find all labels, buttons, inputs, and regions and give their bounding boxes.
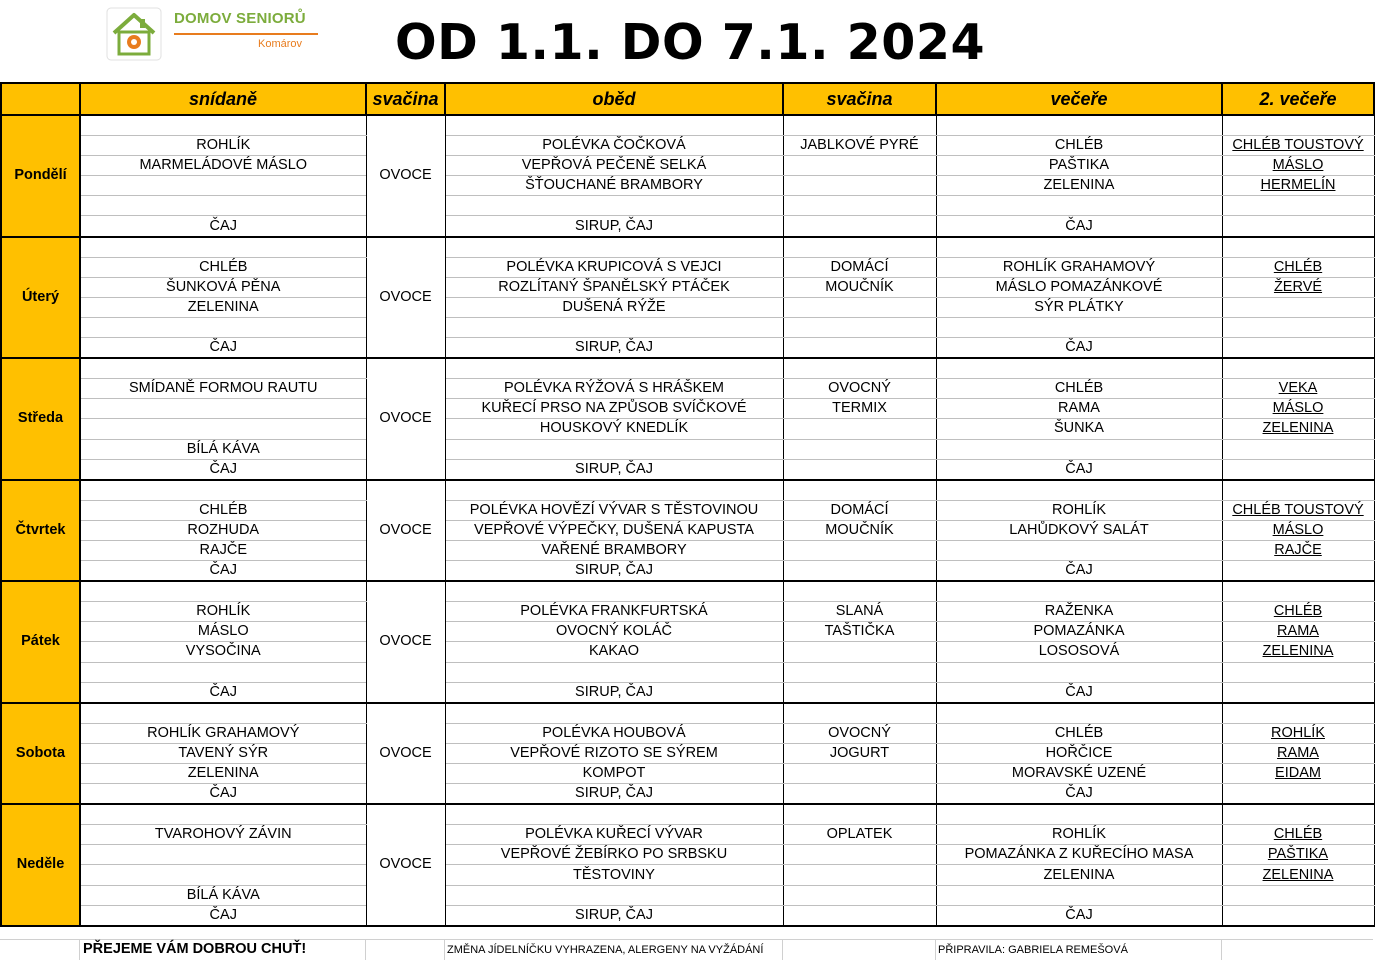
vecere-cell: ROHLÍK (936, 500, 1222, 520)
table-row (1, 804, 1374, 825)
svacina-cell: OVOCE (366, 703, 445, 804)
druha-vecere-cell: ROHLÍK (1222, 723, 1374, 743)
vecere-cell: ČAJ (936, 338, 1222, 359)
table-row (1, 115, 1374, 136)
svacina-cell (783, 804, 936, 825)
obed-cell (445, 804, 783, 825)
snidane-cell: VYSOČINA (80, 642, 366, 662)
obed-cell (445, 115, 783, 136)
snidane-cell: ROZHUDA (80, 520, 366, 540)
day-label: Čtvrtek (1, 480, 80, 581)
svacina-cell (783, 540, 936, 560)
obed-cell: VEPŘOVÉ RIZOTO SE SÝREM (445, 743, 783, 763)
snidane-cell (80, 237, 366, 258)
obed-cell: POLÉVKA RÝŽOVÁ S HRÁŠKEM (445, 379, 783, 399)
table-row (1, 216, 1374, 237)
snidane-cell: ZELENINA (80, 764, 366, 784)
vecere-cell (936, 317, 1222, 337)
obed-cell: OVOCNÝ KOLÁČ (445, 622, 783, 642)
table-row (1, 156, 1374, 176)
snidane-cell: TAVENÝ SÝR (80, 743, 366, 763)
page-title: OD 1.1. DO 7.1. 2024 (394, 14, 986, 71)
table-row (1, 196, 1374, 216)
svacina-cell (783, 662, 936, 682)
footer-divider (935, 939, 936, 960)
snidane-cell: ROHLÍK (80, 136, 366, 156)
svacina-cell: JABLKOVÉ PYRÉ (783, 136, 936, 156)
obed-cell (445, 885, 783, 905)
brand-name: DOMOV SENIORŮ (174, 10, 306, 27)
day-label: Pátek (1, 581, 80, 703)
snidane-cell: RAJČE (80, 540, 366, 560)
svacina-cell (783, 885, 936, 905)
footer-divider (365, 939, 366, 960)
vecere-cell (936, 480, 1222, 501)
table-row (1, 176, 1374, 196)
snidane-cell: MÁSLO (80, 622, 366, 642)
obed-cell (445, 439, 783, 459)
vecere-cell: MORAVSKÉ UZENÉ (936, 764, 1222, 784)
druha-vecere-cell (1222, 662, 1374, 682)
svacina-cell (783, 865, 936, 885)
obed-cell (445, 317, 783, 337)
svacina-cell (783, 703, 936, 724)
table-row (1, 642, 1374, 662)
snidane-cell: ČAJ (80, 561, 366, 582)
snidane-cell: ROHLÍK GRAHAMOVÝ (80, 723, 366, 743)
svacina-cell: OPLATEK (783, 825, 936, 845)
table-row (1, 338, 1374, 359)
obed-cell: KUŘECÍ PRSO NA ZPŮSOB SVÍČKOVÉ (445, 399, 783, 419)
footer-divider (79, 939, 80, 960)
svacina-cell (783, 764, 936, 784)
svacina-cell: DOMÁCÍ (783, 257, 936, 277)
vecere-cell: ČAJ (936, 561, 1222, 582)
snidane-cell: ZELENINA (80, 297, 366, 317)
vecere-cell: HOŘČICE (936, 743, 1222, 763)
table-row (1, 581, 1374, 602)
druha-vecere-cell (1222, 297, 1374, 317)
snidane-cell (80, 804, 366, 825)
table-row (1, 723, 1374, 743)
druha-vecere-cell (1222, 439, 1374, 459)
vecere-cell: CHLÉB (936, 723, 1222, 743)
vecere-cell: ČAJ (936, 784, 1222, 805)
svacina-cell (783, 297, 936, 317)
obed-cell: KAKAO (445, 642, 783, 662)
brand-place: Komárov (258, 38, 303, 50)
obed-cell: VAŘENÉ BRAMBORY (445, 540, 783, 560)
druha-vecere-cell: CHLÉB TOUSTOVÝ (1222, 136, 1374, 156)
svacina-cell (783, 176, 936, 196)
footer-prepared-by: PŘIPRAVILA: GABRIELA REMEŠOVÁ (938, 944, 1128, 956)
druha-vecere-cell (1222, 115, 1374, 136)
druha-vecere-cell: CHLÉB (1222, 602, 1374, 622)
footer-divider (444, 939, 445, 960)
obed-cell (445, 358, 783, 379)
svacina-cell (783, 845, 936, 865)
table-row (1, 845, 1374, 865)
svacina-cell (783, 338, 936, 359)
footer-note: ZMĚNA JÍDELNÍČKU VYHRAZENA, ALERGENY NA VYŽÁDÁNÍ (447, 944, 764, 956)
obed-cell: VEPŘOVÁ PEČENĚ SELKÁ (445, 156, 783, 176)
vecere-cell (936, 115, 1222, 136)
vecere-cell (936, 662, 1222, 682)
obed-cell: POLÉVKA ČOČKOVÁ (445, 136, 783, 156)
druha-vecere-cell: RAJČE (1222, 540, 1374, 560)
obed-cell (445, 581, 783, 602)
druha-vecere-cell: HERMELÍN (1222, 176, 1374, 196)
svacina-cell: OVOCE (366, 581, 445, 703)
druha-vecere-cell (1222, 804, 1374, 825)
druha-vecere-cell: MÁSLO (1222, 156, 1374, 176)
vecere-cell (936, 581, 1222, 602)
footer-divider (782, 939, 783, 960)
druha-vecere-cell: ŽERVÉ (1222, 277, 1374, 297)
snidane-cell (80, 480, 366, 501)
svacina-cell: TAŠTIČKA (783, 622, 936, 642)
snidane-cell: TVAROHOVÝ ZÁVIN (80, 825, 366, 845)
svacina-cell (783, 439, 936, 459)
druha-vecere-cell: RAMA (1222, 743, 1374, 763)
snidane-cell (80, 176, 366, 196)
vecere-cell: LAHŮDKOVÝ SALÁT (936, 520, 1222, 540)
obed-cell: POLÉVKA FRANKFURTSKÁ (445, 602, 783, 622)
table-row (1, 439, 1374, 459)
obed-cell: VEPŘOVÉ ŽEBÍRKO PO SRBSKU (445, 845, 783, 865)
table-row (1, 825, 1374, 845)
table-row (1, 379, 1374, 399)
snidane-cell: ČAJ (80, 216, 366, 237)
vecere-cell (936, 885, 1222, 905)
snidane-cell: SMÍDANĚ FORMOU RAUTU (80, 379, 366, 399)
vecere-cell: RAŽENKA (936, 602, 1222, 622)
druha-vecere-cell (1222, 885, 1374, 905)
obed-cell: TĚSTOVINY (445, 865, 783, 885)
svacina-cell (783, 784, 936, 805)
svacina-cell: TERMIX (783, 399, 936, 419)
druha-vecere-cell: CHLÉB (1222, 825, 1374, 845)
druha-vecere-cell: RAMA (1222, 622, 1374, 642)
table-row (1, 784, 1374, 805)
obed-cell (445, 480, 783, 501)
druha-vecere-cell: MÁSLO (1222, 399, 1374, 419)
table-row (1, 297, 1374, 317)
table-row (1, 662, 1374, 682)
column-header: snídaně (80, 83, 366, 115)
svacina-cell (783, 905, 936, 926)
obed-cell: SIRUP, ČAJ (445, 338, 783, 359)
druha-vecere-cell (1222, 703, 1374, 724)
table-row (1, 602, 1374, 622)
druha-vecere-cell (1222, 561, 1374, 582)
table-row (1, 317, 1374, 337)
svacina-cell (783, 156, 936, 176)
vecere-cell: ROHLÍK (936, 825, 1222, 845)
svacina-cell (783, 682, 936, 703)
table-row (1, 682, 1374, 703)
druha-vecere-cell: ZELENINA (1222, 865, 1374, 885)
vecere-cell (936, 439, 1222, 459)
snidane-cell (80, 358, 366, 379)
table-row (1, 500, 1374, 520)
table-row (1, 865, 1374, 885)
svacina-cell: OVOCNÝ (783, 723, 936, 743)
vecere-cell: PAŠTIKA (936, 156, 1222, 176)
snidane-cell (80, 845, 366, 865)
svacina-cell: OVOCNÝ (783, 379, 936, 399)
column-header: oběd (445, 83, 783, 115)
vecere-cell: RAMA (936, 399, 1222, 419)
vecere-cell (936, 703, 1222, 724)
table-row (1, 237, 1374, 258)
svacina-cell (783, 642, 936, 662)
druha-vecere-cell (1222, 784, 1374, 805)
vecere-cell: ŠUNKA (936, 419, 1222, 439)
day-label: Úterý (1, 237, 80, 359)
vecere-cell: POMAZÁNKA (936, 622, 1222, 642)
table-row (1, 419, 1374, 439)
snidane-cell: ČAJ (80, 459, 366, 480)
svacina-cell: OVOCE (366, 804, 445, 926)
svacina-cell: OVOCE (366, 358, 445, 480)
vecere-cell: ČAJ (936, 682, 1222, 703)
table-row (1, 399, 1374, 419)
svacina-cell (783, 561, 936, 582)
snidane-cell: ČAJ (80, 338, 366, 359)
svacina-cell (783, 581, 936, 602)
obed-cell (445, 196, 783, 216)
druha-vecere-cell (1222, 905, 1374, 926)
svacina-cell (783, 358, 936, 379)
table-row (1, 358, 1374, 379)
vecere-cell: ČAJ (936, 216, 1222, 237)
druha-vecere-cell: MÁSLO (1222, 520, 1374, 540)
druha-vecere-cell (1222, 480, 1374, 501)
druha-vecere-cell: EIDAM (1222, 764, 1374, 784)
footer-divider (1221, 939, 1222, 960)
snidane-cell: CHLÉB (80, 500, 366, 520)
snidane-cell: ŠUNKOVÁ PĚNA (80, 277, 366, 297)
snidane-cell (80, 115, 366, 136)
snidane-cell: ČAJ (80, 905, 366, 926)
vecere-cell: CHLÉB (936, 379, 1222, 399)
svacina-cell (783, 216, 936, 237)
table-row (1, 540, 1374, 560)
vecere-cell: CHLÉB (936, 136, 1222, 156)
obed-cell: POLÉVKA KRUPICOVÁ S VEJCI (445, 257, 783, 277)
day-label: Sobota (1, 703, 80, 804)
svacina-cell (783, 237, 936, 258)
day-label: Neděle (1, 804, 80, 926)
svacina-cell (783, 480, 936, 501)
snidane-cell: CHLÉB (80, 257, 366, 277)
obed-cell: SIRUP, ČAJ (445, 216, 783, 237)
table-row (1, 480, 1374, 501)
snidane-cell (80, 317, 366, 337)
svacina-cell: MOUČNÍK (783, 520, 936, 540)
obed-cell: SIRUP, ČAJ (445, 459, 783, 480)
svacina-cell (783, 196, 936, 216)
druha-vecere-cell (1222, 317, 1374, 337)
svacina-cell (783, 419, 936, 439)
svacina-cell (783, 115, 936, 136)
snidane-cell (80, 399, 366, 419)
vecere-cell (936, 237, 1222, 258)
snidane-cell (80, 196, 366, 216)
obed-cell: ŠŤOUCHANÉ BRAMBORY (445, 176, 783, 196)
table-row (1, 764, 1374, 784)
vecere-cell (936, 358, 1222, 379)
footer-greeting: PŘEJEME VÁM DOBROU CHUŤ! (83, 941, 307, 957)
vecere-cell: SÝR PLÁTKY (936, 297, 1222, 317)
druha-vecere-cell (1222, 196, 1374, 216)
obed-cell: DUŠENÁ RÝŽE (445, 297, 783, 317)
column-header: svačina (783, 83, 936, 115)
druha-vecere-cell: PAŠTIKA (1222, 845, 1374, 865)
druha-vecere-cell (1222, 581, 1374, 602)
druha-vecere-cell: CHLÉB TOUSTOVÝ (1222, 500, 1374, 520)
snidane-cell (80, 419, 366, 439)
druha-vecere-cell (1222, 237, 1374, 258)
vecere-cell (936, 196, 1222, 216)
druha-vecere-cell (1222, 459, 1374, 480)
obed-cell: KOMPOT (445, 764, 783, 784)
snidane-cell (80, 581, 366, 602)
obed-cell: SIRUP, ČAJ (445, 682, 783, 703)
vecere-cell: ZELENINA (936, 865, 1222, 885)
obed-cell (445, 703, 783, 724)
svacina-cell (783, 317, 936, 337)
snidane-cell: BÍLÁ KÁVA (80, 439, 366, 459)
vecere-cell: POMAZÁNKA Z KUŘECÍHO MASA (936, 845, 1222, 865)
druha-vecere-cell (1222, 338, 1374, 359)
druha-vecere-cell (1222, 216, 1374, 237)
weekly-menu-table (0, 82, 1375, 927)
obed-cell: SIRUP, ČAJ (445, 905, 783, 926)
table-row (1, 905, 1374, 926)
vecere-cell: MÁSLO POMAZÁNKOVÉ (936, 277, 1222, 297)
table-row (1, 703, 1374, 724)
day-label: Pondělí (1, 115, 80, 237)
vecere-cell: ROHLÍK GRAHAMOVÝ (936, 257, 1222, 277)
svacina-cell: OVOCE (366, 480, 445, 581)
table-row (1, 885, 1374, 905)
druha-vecere-cell: ZELENINA (1222, 642, 1374, 662)
obed-cell: HOUSKOVÝ KNEDLÍK (445, 419, 783, 439)
druha-vecere-cell: VEKA (1222, 379, 1374, 399)
domov-senioru-logo (106, 7, 162, 61)
vecere-cell: LOSOSOVÁ (936, 642, 1222, 662)
obed-cell (445, 237, 783, 258)
snidane-cell: MARMELÁDOVÉ MÁSLO (80, 156, 366, 176)
table-row (1, 136, 1374, 156)
vecere-cell (936, 804, 1222, 825)
snidane-cell (80, 662, 366, 682)
table-row (1, 622, 1374, 642)
druha-vecere-cell: CHLÉB (1222, 257, 1374, 277)
snidane-cell (80, 703, 366, 724)
obed-cell: POLÉVKA HOVĚZÍ VÝVAR S TĚSTOVINOU (445, 500, 783, 520)
svacina-cell: SLANÁ (783, 602, 936, 622)
snidane-cell: ČAJ (80, 784, 366, 805)
svacina-cell: DOMÁCÍ (783, 500, 936, 520)
brand-divider (174, 33, 318, 35)
vecere-cell: ZELENINA (936, 176, 1222, 196)
svacina-cell: MOUČNÍK (783, 277, 936, 297)
table-row (1, 520, 1374, 540)
svacina-cell (783, 459, 936, 480)
snidane-cell: BÍLÁ KÁVA (80, 885, 366, 905)
vecere-cell: ČAJ (936, 459, 1222, 480)
druha-vecere-cell: ZELENINA (1222, 419, 1374, 439)
table-row (1, 277, 1374, 297)
table-row (1, 257, 1374, 277)
vecere-cell (936, 540, 1222, 560)
svacina-cell: JOGURT (783, 743, 936, 763)
obed-cell: POLÉVKA KUŘECÍ VÝVAR (445, 825, 783, 845)
obed-cell: SIRUP, ČAJ (445, 561, 783, 582)
day-label: Středa (1, 358, 80, 480)
table-row (1, 743, 1374, 763)
druha-vecere-cell (1222, 358, 1374, 379)
obed-cell: POLÉVKA HOUBOVÁ (445, 723, 783, 743)
table-row (1, 561, 1374, 582)
svacina-cell: OVOCE (366, 115, 445, 237)
snidane-cell: ROHLÍK (80, 602, 366, 622)
obed-cell (445, 662, 783, 682)
column-header: svačina (366, 83, 445, 115)
vecere-cell: ČAJ (936, 905, 1222, 926)
obed-cell: VEPŘOVÉ VÝPEČKY, DUŠENÁ KAPUSTA (445, 520, 783, 540)
druha-vecere-cell (1222, 682, 1374, 703)
column-header: 2. večeře (1222, 83, 1374, 115)
table-header-row (1, 83, 1374, 115)
snidane-cell: ČAJ (80, 682, 366, 703)
obed-cell: ROZLÍTANÝ ŠPANĚLSKÝ PTÁČEK (445, 277, 783, 297)
corner-cell (1, 83, 80, 115)
obed-cell: SIRUP, ČAJ (445, 784, 783, 805)
svacina-cell: OVOCE (366, 237, 445, 359)
column-header: večeře (936, 83, 1222, 115)
table-row (1, 459, 1374, 480)
snidane-cell (80, 865, 366, 885)
